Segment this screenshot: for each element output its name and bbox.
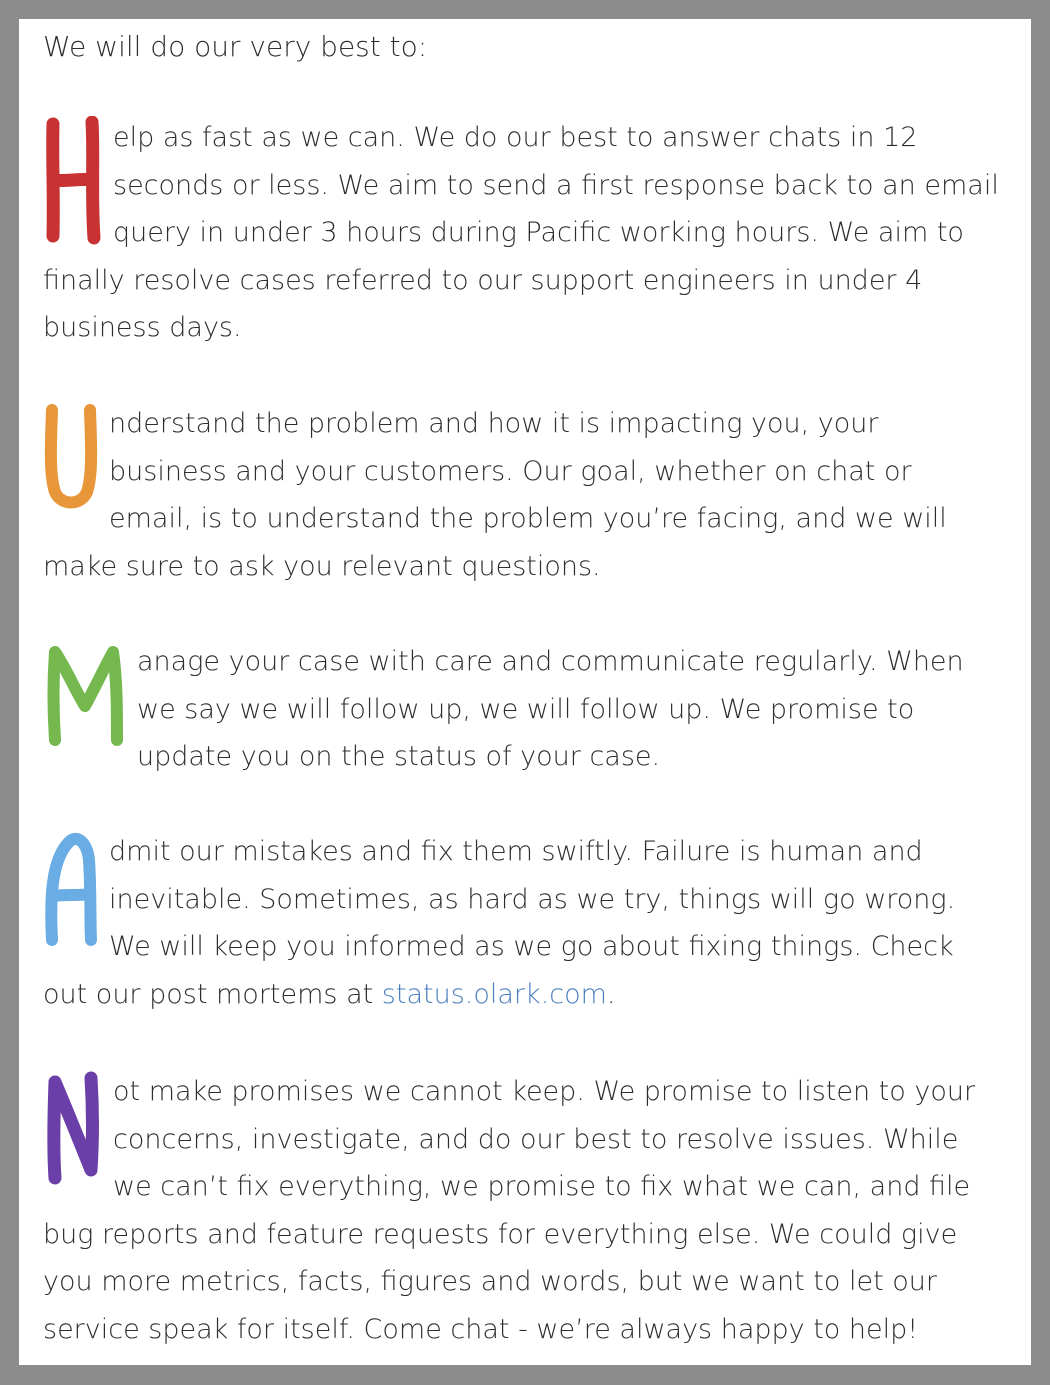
section-admit [43,828,1003,1018]
drop-cap-n [43,1070,103,1188]
section-understand-text: nderstand the problem and how it is impacting you, your business and your customers. Our goal, whether on chat or email, is to understand the problem you’re facing, and we will make sure to ask you relevant questions. [43,408,947,582]
section-understand [43,400,1003,590]
section-manage [43,638,1003,781]
document-page [19,19,1031,1365]
section-not [43,1068,1003,1353]
section-help-text: elp as fast as we can. We do our best to answer chats in 12 seconds or less. We aim to send a first response back to an email query in under 3 hours during Pacific working hours. We aim to finally resolve cases referred to our support engineers in under 4 business days. [43,122,999,343]
drop-cap-h [43,116,103,246]
section-help [43,114,1003,352]
section-admit-text: dmit our mistakes and fix them swiftly. Failure is human and inevitable. Sometimes, as hard as we try, things will go wrong. We will keep you informed as we go about fixing things. Check out our post mortems at [43,836,956,1010]
drop-cap-a [43,830,99,948]
status-link[interactable]: status.olark.com [381,978,607,1010]
section-not-text: ot make promises we cannot keep. We promise to listen to your concerns, investigate, and do our best to resolve issues. While we can’t fix everything, we promise to fix what we can, and file bug reports and feature requests for everything else. We could give you more metrics, facts, figures and words, but we want to let our service speak for itself. Come chat - we’re always happy to help! [43,1076,976,1345]
drop-cap-u [43,402,99,514]
section-admit-after: . [606,978,616,1010]
intro-text: We will do our very best to: [43,30,428,63]
drop-cap-m [43,640,127,750]
section-manage-text: anage your case with care and communicate regularly. When we say we will follow up, we will follow up. We promise to update you on the status of your case. [137,646,964,772]
